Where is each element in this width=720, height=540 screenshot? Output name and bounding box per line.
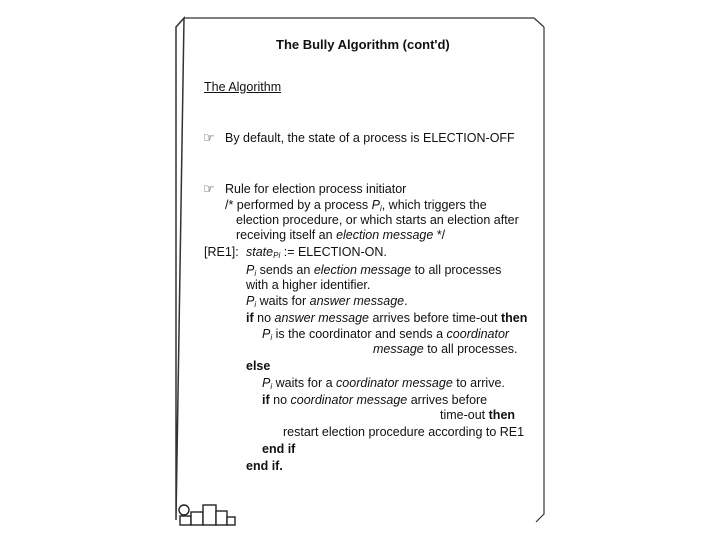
- rule-wait-coordinator-line: $P_i$ waits for a coordinator message to arrive.: [262, 376, 505, 391]
- rule-send-election-line: $P_i$ sends an election message to all processes: [246, 263, 502, 278]
- right-frame-edge: [536, 27, 544, 522]
- rule-wait-answer-line: $P_i$ waits for answer message.: [246, 294, 408, 309]
- rule-higher-identifier-line: with a higher identifier.: [246, 278, 371, 292]
- pointing-hand-icon: ☞: [203, 181, 215, 196]
- bullet-default-state: By default, the state of a process is ELECTION-OFF: [225, 131, 515, 145]
- top-frame-edge: [176, 18, 544, 27]
- pointing-hand-icon: ☞: [203, 130, 215, 145]
- rule-end-if-outer: end if.: [246, 459, 283, 473]
- comment-line-3: receiving itself an election message */: [236, 228, 446, 242]
- rule-else-keyword: else: [246, 359, 271, 373]
- rule-state-line: state$_{Pi}$ := ELECTION-ON.: [246, 245, 387, 260]
- section-heading: The Algorithm: [204, 80, 282, 94]
- rule-coordinator-line: $P_i$ is the coordinator and sends a coordinator: [262, 327, 510, 342]
- rule-if-no-answer-line: if no answer message arrives before time-out then: [246, 311, 528, 325]
- rule-if-no-coordinator-line: if no coordinator message arrives before: [262, 393, 488, 407]
- rule-restart-line: restart election procedure according to RE1: [283, 425, 525, 439]
- rule-coordinator-message-line: message to all processes.: [373, 342, 518, 356]
- rule-end-if-inner: end if: [262, 442, 296, 456]
- comment-line-1: /* performed by a process $P_i$, which triggers the: [225, 198, 487, 213]
- comment-line-2: election procedure, or which starts an election after: [236, 213, 519, 227]
- bullet-rule-initiator: Rule for election process initiator: [225, 182, 407, 196]
- rule-label: [RE1]:: [204, 245, 239, 259]
- left-frame-edge: [176, 18, 184, 520]
- rule-timeout-then-line: time-out then: [440, 408, 516, 422]
- footer-logo: [176, 500, 238, 530]
- slide-title: The Bully Algorithm (cont'd): [276, 37, 450, 52]
